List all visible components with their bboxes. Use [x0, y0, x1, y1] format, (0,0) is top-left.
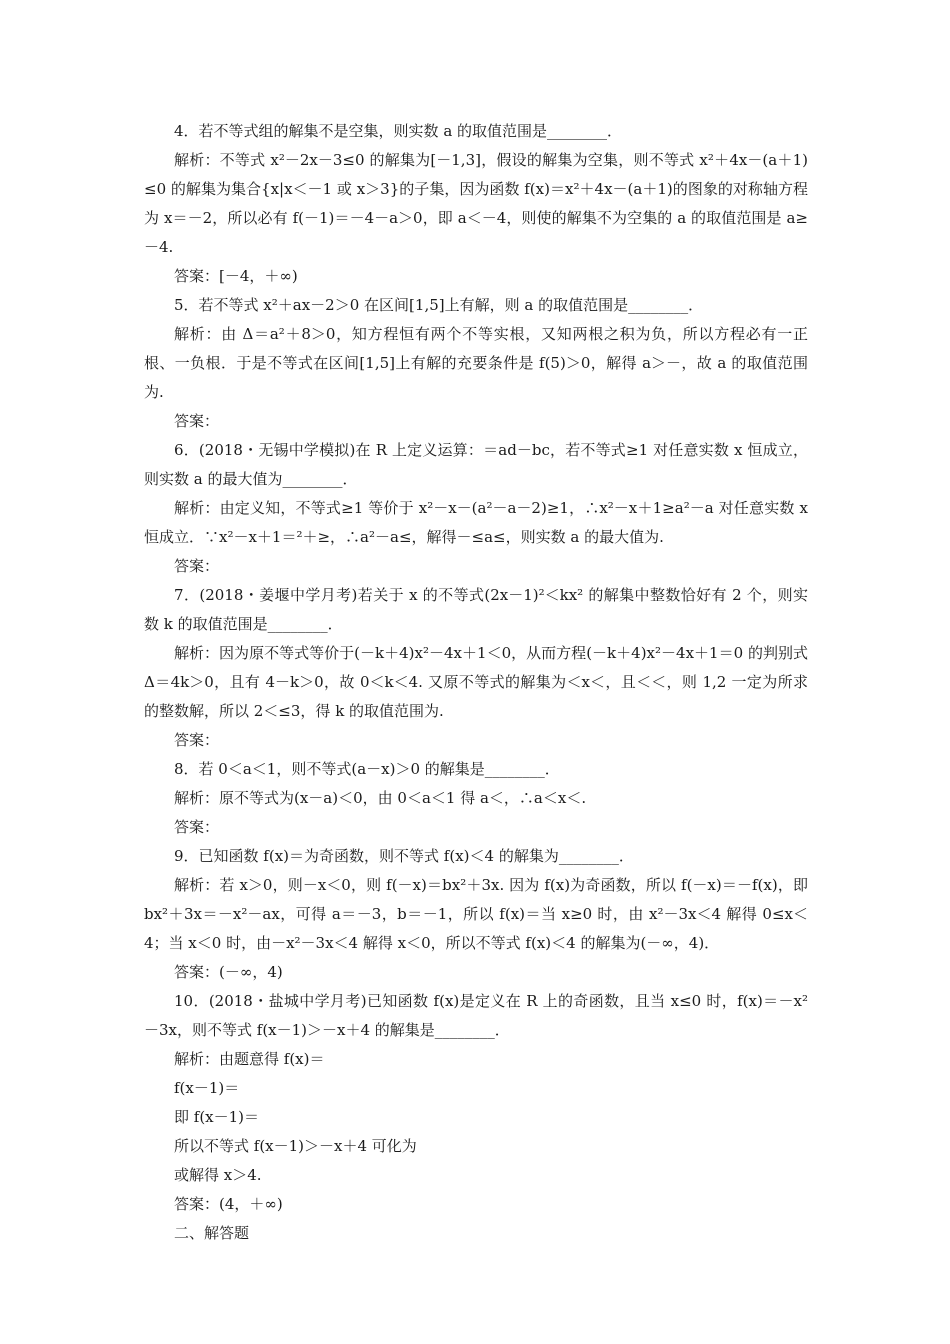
- problem-7: [144, 581, 808, 755]
- analysis-line: 所以不等式 f(x－1)＞－x＋4 可化为: [174, 1137, 417, 1155]
- problem-5: [144, 291, 808, 436]
- problem-10: [144, 987, 808, 1219]
- problem-analysis: 解析：因为原不等式等价于(－k＋4)x²－4x＋1＜0，从而方程(－k＋4)x²－4x＋1＝0 的判别式 Δ＝4k＞0，且有 4－k＞0，故 0＜k＜4. 又原不等式的解集为＜x＜，且＜＜，则 1,2 一定为所求的整数解，所以 2＜≤3，得 k 的取值范围为.: [144, 644, 808, 720]
- problem-analysis: 解析：由 Δ＝a²＋8＞0，知方程恒有两个不等实根，又知两根之积为负，所以方程必有一正根、一负根．于是不等式在区间[1,5]上有解的充要条件是 f(5)＞0，解得 a＞－，故 a 的取值范围为.: [144, 325, 808, 401]
- analysis-line: 解析：由题意得 f(x)＝: [174, 1050, 325, 1068]
- problem-8: [144, 755, 808, 842]
- problem-9: [144, 842, 808, 987]
- problem-question: 4．若不等式组的解集不是空集，则实数 a 的取值范围是________．: [174, 122, 623, 140]
- problem-question: 8．若 0＜a＜1，则不等式(a－x)＞0 的解集是________．: [174, 760, 560, 778]
- problem-answer: 答案：: [174, 412, 220, 430]
- problem-4: [144, 117, 808, 291]
- analysis-line: f(x－1)＝: [174, 1079, 240, 1097]
- section-heading: 二、解答题: [174, 1224, 250, 1242]
- problem-answer: 答案：: [174, 818, 220, 836]
- problem-analysis: 解析：由定义知，不等式≥1 等价于 x²－x－(a²－a－2)≥1，∴x²－x＋1≥a²－a 对任意实数 x 恒成立．∵x²－x＋1＝²＋≥，∴a²－a≤，解得－≤a≤，则实数 a 的最大值为.: [144, 499, 808, 546]
- problem-answer: 答案：(4，＋∞): [174, 1195, 283, 1213]
- problem-question: 7．(2018・姜堰中学月考)若关于 x 的不等式(2x－1)²＜kx² 的解集中整数恰好有 2 个，则实数 k 的取值范围是________．: [144, 586, 808, 633]
- document-page: [144, 117, 808, 1248]
- problem-question: 10．(2018・盐城中学月考)已知函数 f(x)是定义在 R 上的奇函数，且当 x≤0 时，f(x)＝－x²－3x，则不等式 f(x－1)＞－x＋4 的解集是________．: [144, 992, 808, 1039]
- problem-answer: 答案：: [174, 557, 220, 575]
- problem-answer: 答案：[－4，＋∞): [174, 267, 298, 285]
- problem-answer: 答案：: [174, 731, 220, 749]
- analysis-line: 或解得 x＞4.: [174, 1166, 262, 1184]
- problem-question: 6．(2018・无锡中学模拟)在 R 上定义运算：＝ad－bc，若不等式≥1 对任意实数 x 恒成立，则实数 a 的最大值为________．: [144, 441, 808, 488]
- problem-analysis: 解析：若 x＞0，则－x＜0，则 f(－x)＝bx²＋3x. 因为 f(x)为奇函数，所以 f(－x)＝－f(x)，即 bx²＋3x＝－x²－ax，可得 a＝－3，b＝－1，所以 f(x)＝当 x≥0 时，由 x²－3x＜4 解得 0≤x＜4；当 x＜0 时，由－x²－3x＜4 解得 x＜0，所以不等式 f(x)＜4 的解集为(－∞，4)．: [144, 876, 808, 952]
- problem-analysis: 解析：不等式 x²－2x－3≤0 的解集为[－1,3]，假设的解集为空集，则不等式 x²＋4x－(a＋1)≤0 的解集为集合{x|x＜－1 或 x＞3}的子集，因为函数 f(x)＝x²＋4x－(a＋1)的图象的对称轴方程为 x＝－2，所以必有 f(－1)＝－4－a＞0，即 a＜－4，则使的解集不为空集的 a 的取值范围是 a≥－4.: [144, 151, 808, 256]
- analysis-line: 即 f(x－1)＝: [174, 1108, 260, 1126]
- problem-6: [144, 436, 808, 581]
- problem-question: 5．若不等式 x²＋ax－2＞0 在区间[1,5]上有解，则 a 的取值范围是________．: [174, 296, 704, 314]
- problem-question: 9．已知函数 f(x)＝为奇函数，则不等式 f(x)＜4 的解集为________．: [174, 847, 634, 865]
- problem-analysis: 解析：原不等式为(x－a)＜0，由 0＜a＜1 得 a＜，∴a＜x＜.: [174, 789, 587, 807]
- problem-answer: 答案：(－∞，4): [174, 963, 283, 981]
